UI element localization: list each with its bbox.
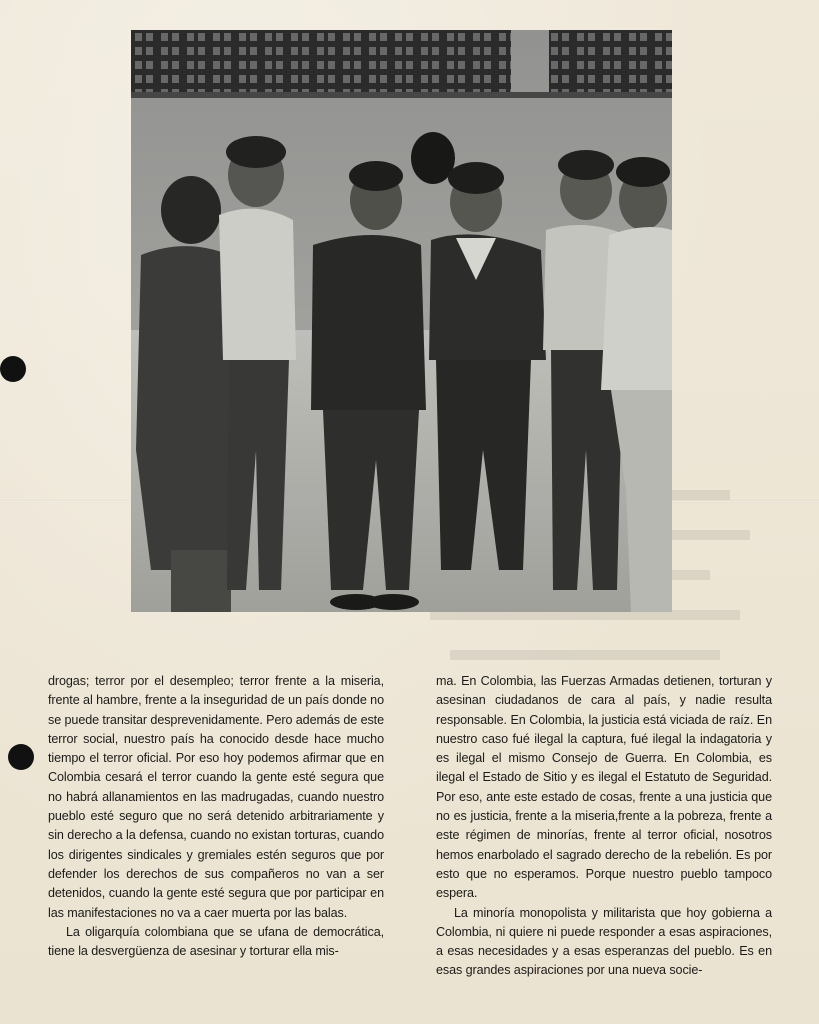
paragraph: ma. En Colombia, las Fuerzas Armadas detienen, torturan y asesinan ciudadanos de cara al país, y nadie resulta responsable. En Colombia, la justicia está viciada de raíz. En nuestro caso fué ilegal la captura, fué ilegal la indagatoria y es ilegal el mismo Consejo de Guerra. En Colombia, es ilegal el Estado de Sitio y es ilegal el Estatuto de Seguridad. Por eso, ante este estado de cosas, frente a una justicia que no es justicia, frente a la miseria,frente a la pobreza, frente a este régimen de minorías, frente al terror oficial, nosotros hemos enarbolado el sagrado derecho de la rebelión. Es por esto que no esperamos. Porque nuestro pueblo tampoco espera. xyxy=(436,674,772,901)
binder-hole-top xyxy=(0,356,26,382)
paragraph: La oligarquía colombiana que se ufana de democrática, tiene la desvergüenza de asesinar y torturar ella mis- xyxy=(48,924,384,959)
article-column-left xyxy=(48,672,384,961)
group-photo xyxy=(131,30,672,612)
article-column-right xyxy=(436,672,772,981)
paragraph: drogas; terror por el desempleo; terror frente a la miseria, frente al hambre, frente a la inseguridad de un país donde no se puede transitar desprevenidamente. Pero además de este terror social, nuestro país ha conocido desde hace mucho tiempo el terror oficial. Por eso hoy podemos afirmar que en Colombia cesará el terror cuando la gente esté segura que no habrá allanamientos en las madrugadas, cuando nuestro pueblo esté seguro que no será detenido arbitrariamente y sin derecho a la defensa, cuando no existan torturas, cuando los dirigentes sindicales y gremiales estén seguros que por defender los derechos de sus compañeros no van a ser detenidos, cuando la gente esté segura que por participar en las manifestaciones no va a caer muerta por las balas. xyxy=(48,674,384,920)
binder-hole-bottom xyxy=(8,744,34,770)
paragraph: La minoría monopolista y militarista que hoy gobierna a Colombia, ni quiere ni puede responder a esas aspiraciones, a esas necesidades y a esas esperanzas del pueblo. Es en esas grandes aspiraciones por una nueva socie- xyxy=(436,905,772,978)
